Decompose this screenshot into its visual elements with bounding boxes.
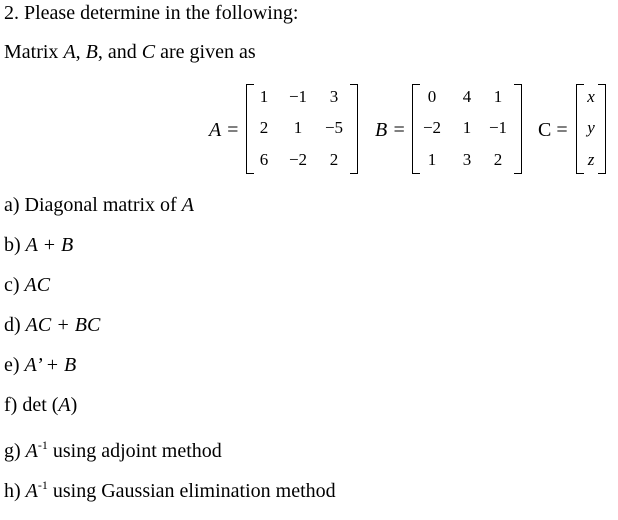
question-h-suffix: using Gaussian elimination method — [47, 480, 336, 502]
intro-matrix-c: C — [141, 41, 156, 63]
intro-prefix: Matrix — [4, 41, 64, 63]
question-h-superscript: -1 — [37, 478, 48, 492]
question-b-prefix: b) — [4, 234, 26, 256]
matrix-b-label: B = — [375, 119, 406, 141]
question-h-expr: A — [25, 480, 38, 502]
matrix-a-cell: 2 — [259, 118, 269, 137]
question-f-prefix: f) det ( — [4, 394, 59, 416]
problem-heading: 2. Please determine in the following: — [4, 2, 299, 24]
matrix-b-cell: 2 — [493, 150, 503, 169]
matrix-b-cell: −1 — [488, 118, 508, 137]
matrix-c-label: C = — [538, 119, 568, 141]
matrix-b-cell: 1 — [493, 87, 503, 106]
question-d — [4, 313, 100, 337]
matrix-b-cell: 4 — [462, 87, 472, 106]
question-e-prefix: e) — [4, 354, 25, 376]
question-f — [4, 393, 77, 417]
question-f-suffix: ) — [70, 394, 78, 416]
matrix-c-cell: x — [587, 87, 595, 106]
matrix-a-cell: 6 — [259, 150, 269, 169]
intro-suffix: are given as — [155, 41, 256, 63]
matrix-a-cell: −2 — [288, 150, 308, 169]
matrix-a-cell: 2 — [329, 150, 339, 169]
intro-sep1: , — [75, 41, 86, 63]
question-c-prefix: c) — [4, 274, 25, 296]
question-a — [4, 193, 194, 217]
matrix-c-cell: y — [587, 118, 595, 137]
matrix-c — [576, 84, 606, 174]
intro-matrix-a: A — [63, 41, 76, 63]
matrix-a-cell: 3 — [329, 87, 339, 106]
question-h — [4, 473, 336, 503]
question-f-expr: A — [58, 394, 71, 416]
matrix-b — [412, 84, 522, 174]
question-g-prefix: g) — [4, 440, 26, 462]
question-b — [4, 233, 73, 257]
matrix-a-cell: 1 — [259, 87, 269, 106]
matrix-c-cell: z — [587, 150, 595, 169]
matrix-b-cell: −2 — [422, 118, 442, 137]
question-c-expr: AC — [24, 274, 51, 296]
question-d-prefix: d) — [4, 314, 26, 336]
question-a-prefix: a) Diagonal matrix of — [4, 194, 182, 216]
question-e-expr: A’ + B — [24, 354, 77, 376]
question-c — [4, 273, 50, 297]
question-d-expr: AC + BC — [25, 314, 101, 336]
intro-sep2: , and — [97, 41, 142, 63]
matrix-a-label: A = — [209, 119, 240, 141]
matrix-b-cell: 1 — [427, 150, 437, 169]
question-g-expr: A — [25, 440, 38, 462]
question-g-superscript: -1 — [37, 438, 48, 452]
question-b-expr: A + B — [25, 234, 74, 256]
matrix-b-cell: 0 — [427, 87, 437, 106]
matrix-a — [246, 84, 358, 174]
question-g-suffix: using adjoint method — [47, 440, 222, 462]
matrix-b-cell: 1 — [462, 118, 472, 137]
question-e — [4, 353, 76, 377]
matrix-b-cell: 3 — [462, 150, 472, 169]
matrix-a-cell: 1 — [293, 118, 303, 137]
matrix-a-cell: −1 — [288, 87, 308, 106]
question-h-prefix: h) — [4, 480, 26, 502]
question-g — [4, 433, 222, 463]
question-a-expr: A — [181, 194, 194, 216]
intro-line — [4, 40, 256, 64]
matrix-a-cell: −5 — [324, 118, 344, 137]
intro-matrix-b: B — [85, 41, 98, 63]
